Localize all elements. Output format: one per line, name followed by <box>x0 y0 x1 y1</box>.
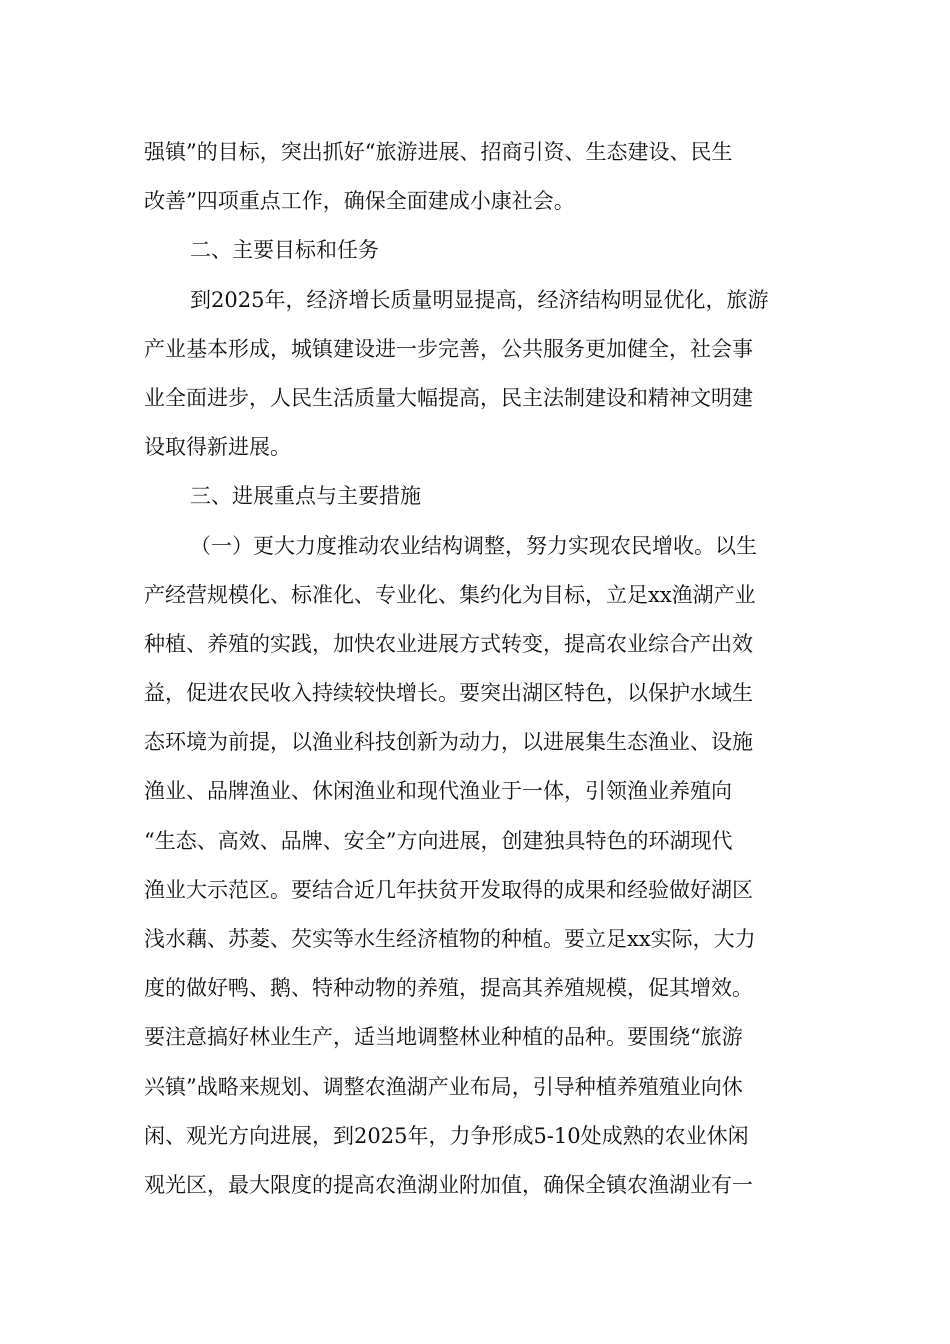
text-line: 兴镇”战略来规划、调整农渔湖产业布局，引导种植养殖殖业向休 <box>144 1074 743 1099</box>
text-line: 观光区，最大限度的提高农渔湖业附加值，确保全镇农渔湖业有一 <box>144 1172 753 1197</box>
text-line: 益，促进农民收入持续较快增长。要突出湖区特色，以保护水域生 <box>144 681 753 706</box>
text-line: 业全面进步，人民生活质量大幅提高，民主法制建设和精神文明建 <box>144 385 753 410</box>
text-line: 强镇”的目标，突出抓好“旅游进展、招商引资、生态建设、民生 <box>144 140 733 164</box>
text-line: 设取得新进展。 <box>144 435 291 460</box>
text-line: 要注意搞好林业生产，适当地调整林业种植的品种。要围绕“旅游 <box>144 1025 743 1050</box>
section-heading: 二、主要目标和任务 <box>190 238 379 263</box>
text-line: 浅水藕、苏菱、芡实等水生经济植物的种植。要立足xx实际，大力 <box>144 927 756 951</box>
section-heading: 三、进展重点与主要措施 <box>190 484 421 509</box>
text-line: 渔业大示范区。要结合近几年扶贫开发取得的成果和经验做好湖区 <box>144 877 753 902</box>
text-line: 到2025年，经济增长质量明显提高，经济结构明显优化，旅游 <box>190 287 769 312</box>
text-line: 度的做好鸭、鹅、特种动物的养殖，提高其养殖规模，促其增效。 <box>144 976 753 1001</box>
text-line: 产经营规模化、标准化、专业化、集约化为目标，立足xx渔湖产业 <box>144 582 756 607</box>
text-line: 态环境为前提，以渔业科技创新为动力，以进展集生态渔业、设施 <box>144 730 753 755</box>
body-text <box>144 128 808 1210</box>
text-line: 产业基本形成，城镇建设进一步完善，公共服务更加健全，社会事 <box>144 336 753 361</box>
text-line: 渔业、品牌渔业、休闲渔业和现代渔业于一体，引领渔业养殖向 <box>144 779 732 804</box>
text-line: 种植、养殖的实践，加快农业进展方式转变，提高农业综合产出效 <box>144 631 753 656</box>
text-line: （一）更大力度推动农业结构调整，努力实现农民增收。以生 <box>190 533 757 558</box>
text-line: 闲、观光方向进展，到2025年，力争形成5-10处成熟的农业休闲 <box>144 1123 749 1148</box>
text-line: 改善”四项重点工作，确保全面建成小康社会。 <box>144 189 575 214</box>
text-line: “生态、高效、品牌、安全”方向进展，创建独具特色的环湖现代 <box>144 828 733 853</box>
